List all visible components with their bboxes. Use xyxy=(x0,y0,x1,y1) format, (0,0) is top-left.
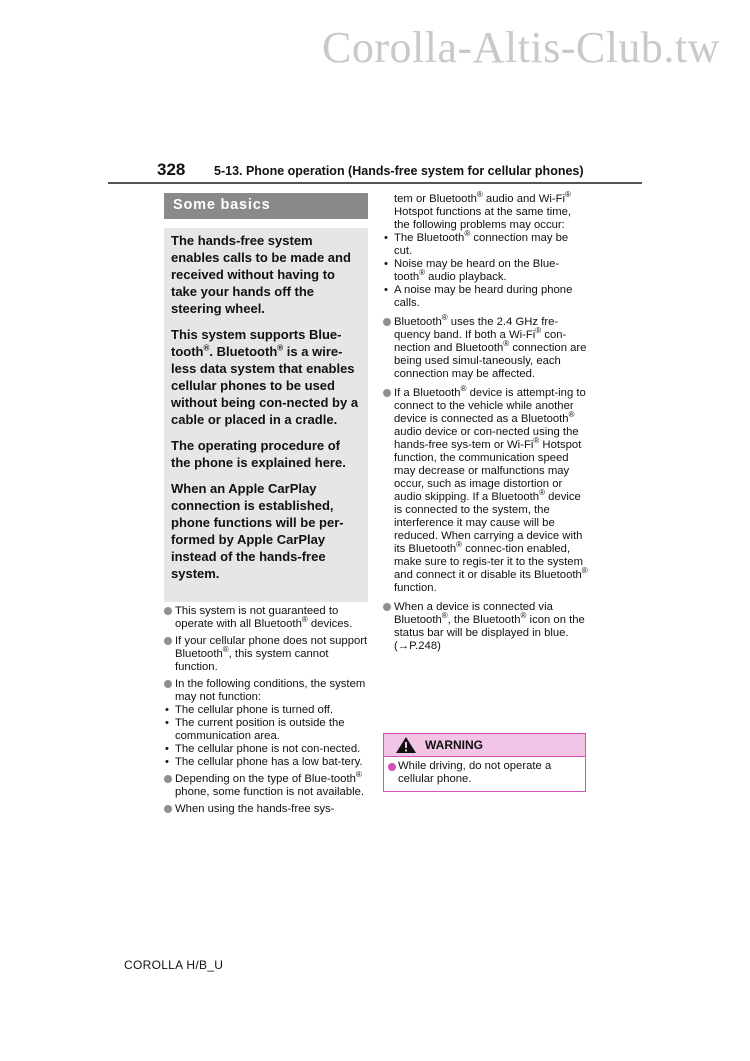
section-title: 5-13. Phone operation (Hands-free system for cellular phones) xyxy=(214,164,584,178)
problems-list xyxy=(383,229,589,310)
sub-list-item: • The cellular phone has a low bat-tery. xyxy=(175,756,368,769)
list-item: When a device is connected via Bluetooth®, the Bluetooth® icon on the status bar will be displayed in blue. (→P.248) xyxy=(383,601,589,653)
intro-paragraph-4: When an Apple CarPlay connection is established, phone functions will be per-formed by Apple CarPlay instead of the hands-free system. xyxy=(171,481,344,581)
list-item: If a Bluetooth® device is attempt-ing to connect to the vehicle while another device is connected as a Bluetooth® audio device or con-nected using the hands-free sys-tem or Wi-Fi® Hotspot function, the communication speed may decrease or malfunctions may occur, such as image distortion or audio skipping. If a Bluetooth® device is connected to the system, the interference it may cause will be reduced. When carrying a device with its Bluetooth® connec-tion enabled, make sure to regis-ter it to the system and connect it or disable its Bluetooth® function. xyxy=(383,387,589,595)
sub-list-item: • The cellular phone is turned off. xyxy=(175,704,368,717)
sub-list-item: • The Bluetooth® connection may be cut. xyxy=(394,232,589,258)
intro-paragraph-3: The operating procedure of the phone is explained here. xyxy=(171,438,346,470)
page-number: 328 xyxy=(157,160,186,179)
bullet-dot-icon xyxy=(164,607,172,615)
bullet-dot-icon xyxy=(164,680,172,688)
intro-paragraph-2: This system supports Blue-tooth®. Bluetooth® is a wire-less data system that enables cellular phones to be used without being con-nected by a cable or placed in a cradle. xyxy=(171,327,359,427)
bullet-dot-icon xyxy=(164,637,172,645)
bullet-dot-icon xyxy=(388,763,396,771)
list-item: In the following conditions, the system may not function: xyxy=(164,678,368,704)
page-reference-link[interactable]: P.248) xyxy=(409,640,441,652)
list-item: This system is not guaranteed to operate with all Bluetooth® devices. xyxy=(164,605,368,631)
intro-paragraph-1: The hands-free system enables calls to be made and received without having to take your hands off the steering wheel. xyxy=(171,233,351,316)
watermark: Corolla-Altis-Club.tw xyxy=(322,23,720,72)
arrow-right-icon: → xyxy=(397,640,410,652)
sub-list-item: • Noise may be heard on the Blue-tooth® audio playback. xyxy=(394,258,589,284)
sub-list-item: • A noise may be heard during phone calls. xyxy=(394,284,589,310)
bullet-dot-icon xyxy=(164,805,172,813)
continued-text: tem or Bluetooth® audio and Wi-Fi® Hotspot functions at the same time, the following problems may occur: xyxy=(394,190,572,231)
warning-text: While driving, do not operate a cellular phone. xyxy=(384,757,585,786)
list-item: When using the hands-free sys- xyxy=(164,803,368,816)
bullet-dot-icon xyxy=(383,603,391,611)
intro-box xyxy=(164,228,368,602)
list-item: Depending on the type of Blue-tooth® phone, some function is not available. xyxy=(164,773,368,799)
sub-list-item: • The current position is outside the communication area. xyxy=(175,717,368,743)
sub-list-item: • The cellular phone is not con-nected. xyxy=(175,743,368,756)
list-item: Bluetooth® uses the 2.4 GHz fre-quency band. If both a Wi-Fi® con-nection and Bluetooth® connection are being used simul-taneously, each connection may be affected. xyxy=(383,316,589,381)
header-rule xyxy=(108,182,642,184)
warning-header xyxy=(384,734,585,757)
footer-model-code: COROLLA H/B_U xyxy=(124,958,224,972)
warning-title: WARNING xyxy=(425,738,483,752)
conditions-list xyxy=(164,704,368,769)
bullet-dot-icon xyxy=(383,318,391,326)
some-basics-heading: Some basics xyxy=(164,193,368,219)
bullet-dot-icon xyxy=(164,775,172,783)
left-column xyxy=(164,605,368,816)
list-item: If your cellular phone does not support Bluetooth®, this system cannot function. xyxy=(164,635,368,674)
warning-triangle-icon xyxy=(395,736,417,754)
right-column xyxy=(383,190,589,653)
bullet-dot-icon xyxy=(383,389,391,397)
warning-box xyxy=(383,733,586,792)
